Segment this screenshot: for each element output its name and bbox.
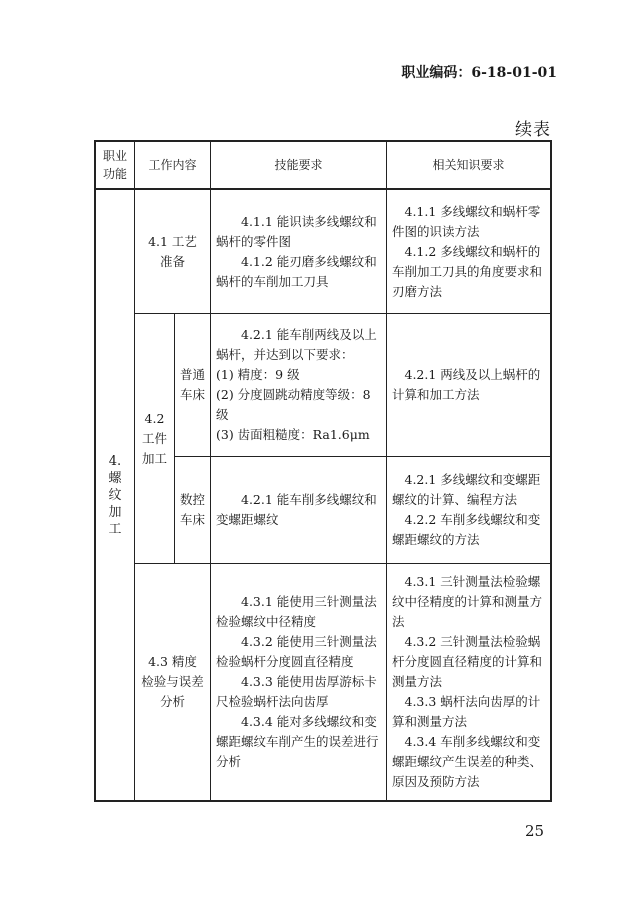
knowledge-item: 4.1.2 多线螺纹和蜗杆的车削加工刀具的角度要求和刃磨方法 bbox=[392, 243, 543, 299]
knowledge-4-2-cnc bbox=[392, 457, 544, 563]
skill-item: (1) 精度：9 级 bbox=[216, 367, 300, 382]
skills-4-3 bbox=[216, 564, 380, 800]
skill-item: (2) 分度圆跳动精度等级：8 级 bbox=[216, 387, 371, 422]
function-number: 4. bbox=[108, 453, 122, 469]
skills-4-1 bbox=[216, 190, 380, 313]
skill-item: 4.3.3 能使用齿厚游标卡尺检验蜗杆法向齿厚 bbox=[216, 674, 377, 709]
content-4-2: 4.2 工件 加工 bbox=[141, 410, 167, 466]
knowledge-item: 4.3.4 车削多线螺纹和变螺距螺纹产生误差的种类、原因及预防方法 bbox=[392, 734, 543, 789]
function-char: 纹 bbox=[108, 487, 122, 503]
header-function: 职业 功能 bbox=[102, 149, 127, 181]
skill-item: 4.3.4 能对多线螺纹和变螺距螺纹车削产生的误差进行分析 bbox=[216, 714, 379, 769]
skill-item: 4.1.1 能识读多线螺纹和蜗杆的零件图 bbox=[216, 213, 377, 249]
machine-conventional: 普通 车床 bbox=[179, 367, 205, 402]
skill-item: 4.2.1 能车削两线及以上蜗杆，并达到以下要求： bbox=[216, 327, 377, 362]
skill-item: 4.2.1 能车削多线螺纹和变螺距螺纹 bbox=[216, 492, 377, 527]
knowledge-item: 4.1.1 多线螺纹和蜗杆零件图的识读方法 bbox=[392, 203, 541, 239]
skill-item: 4.3.1 能使用三针测量法检验螺纹中径精度 bbox=[216, 594, 377, 629]
function-char: 螺 bbox=[108, 470, 122, 486]
knowledge-4-1 bbox=[392, 190, 544, 313]
knowledge-item: 4.3.2 三针测量法检验蜗杆分度圆直径精度的计算和测量方法 bbox=[392, 634, 543, 689]
skill-item: 4.3.2 能使用三针测量法检验蜗杆分度圆直径精度 bbox=[216, 634, 377, 669]
knowledge-item: 4.2.2 车削多线螺纹和变螺距螺纹的方法 bbox=[392, 512, 541, 547]
knowledge-item: 4.3.1 三针测量法检验螺纹中径精度的计算和测量方法 bbox=[392, 574, 543, 629]
knowledge-item: 4.2.1 多线螺纹和变螺距螺纹的计算、编程方法 bbox=[392, 472, 541, 507]
table-border-right bbox=[550, 140, 552, 802]
skill-item: 4.1.2 能刃磨多线螺纹和蜗杆的车削加工刀具 bbox=[216, 253, 377, 289]
skills-4-2-conventional bbox=[216, 314, 380, 456]
knowledge-item: 4.2.1 两线及以上蜗杆的计算和加工方法 bbox=[392, 367, 541, 402]
continued-label: 续表 bbox=[515, 120, 551, 140]
header-skills: 技能要求 bbox=[274, 158, 323, 172]
content-4-3: 4.3 精度 检验与误差 分析 bbox=[141, 654, 204, 709]
header-knowledge: 相关知识要求 bbox=[432, 158, 505, 172]
col-line-3 bbox=[210, 140, 211, 802]
table-border-bottom bbox=[94, 800, 552, 802]
function-char: 加 bbox=[108, 504, 122, 520]
header-content: 工作内容 bbox=[148, 158, 197, 172]
occupation-code: 职业编码：6-18-01-01 bbox=[401, 65, 557, 81]
function-cell bbox=[96, 190, 134, 800]
content-4-1: 4.1 工艺 准备 bbox=[148, 233, 197, 269]
knowledge-4-3 bbox=[392, 564, 544, 800]
knowledge-item: 4.3.3 蜗杆法向齿厚的计算和测量方法 bbox=[392, 694, 541, 729]
page-number: 25 bbox=[525, 822, 545, 840]
machine-cnc: 数控 车床 bbox=[179, 492, 205, 527]
col-line-4 bbox=[386, 140, 387, 802]
skills-4-2-cnc bbox=[216, 457, 380, 563]
skills-table bbox=[94, 140, 552, 802]
skill-item: (3) 齿面粗糙度：Ra1.6μm bbox=[216, 427, 370, 442]
knowledge-4-2-conventional bbox=[392, 314, 544, 456]
function-char: 工 bbox=[108, 521, 122, 537]
